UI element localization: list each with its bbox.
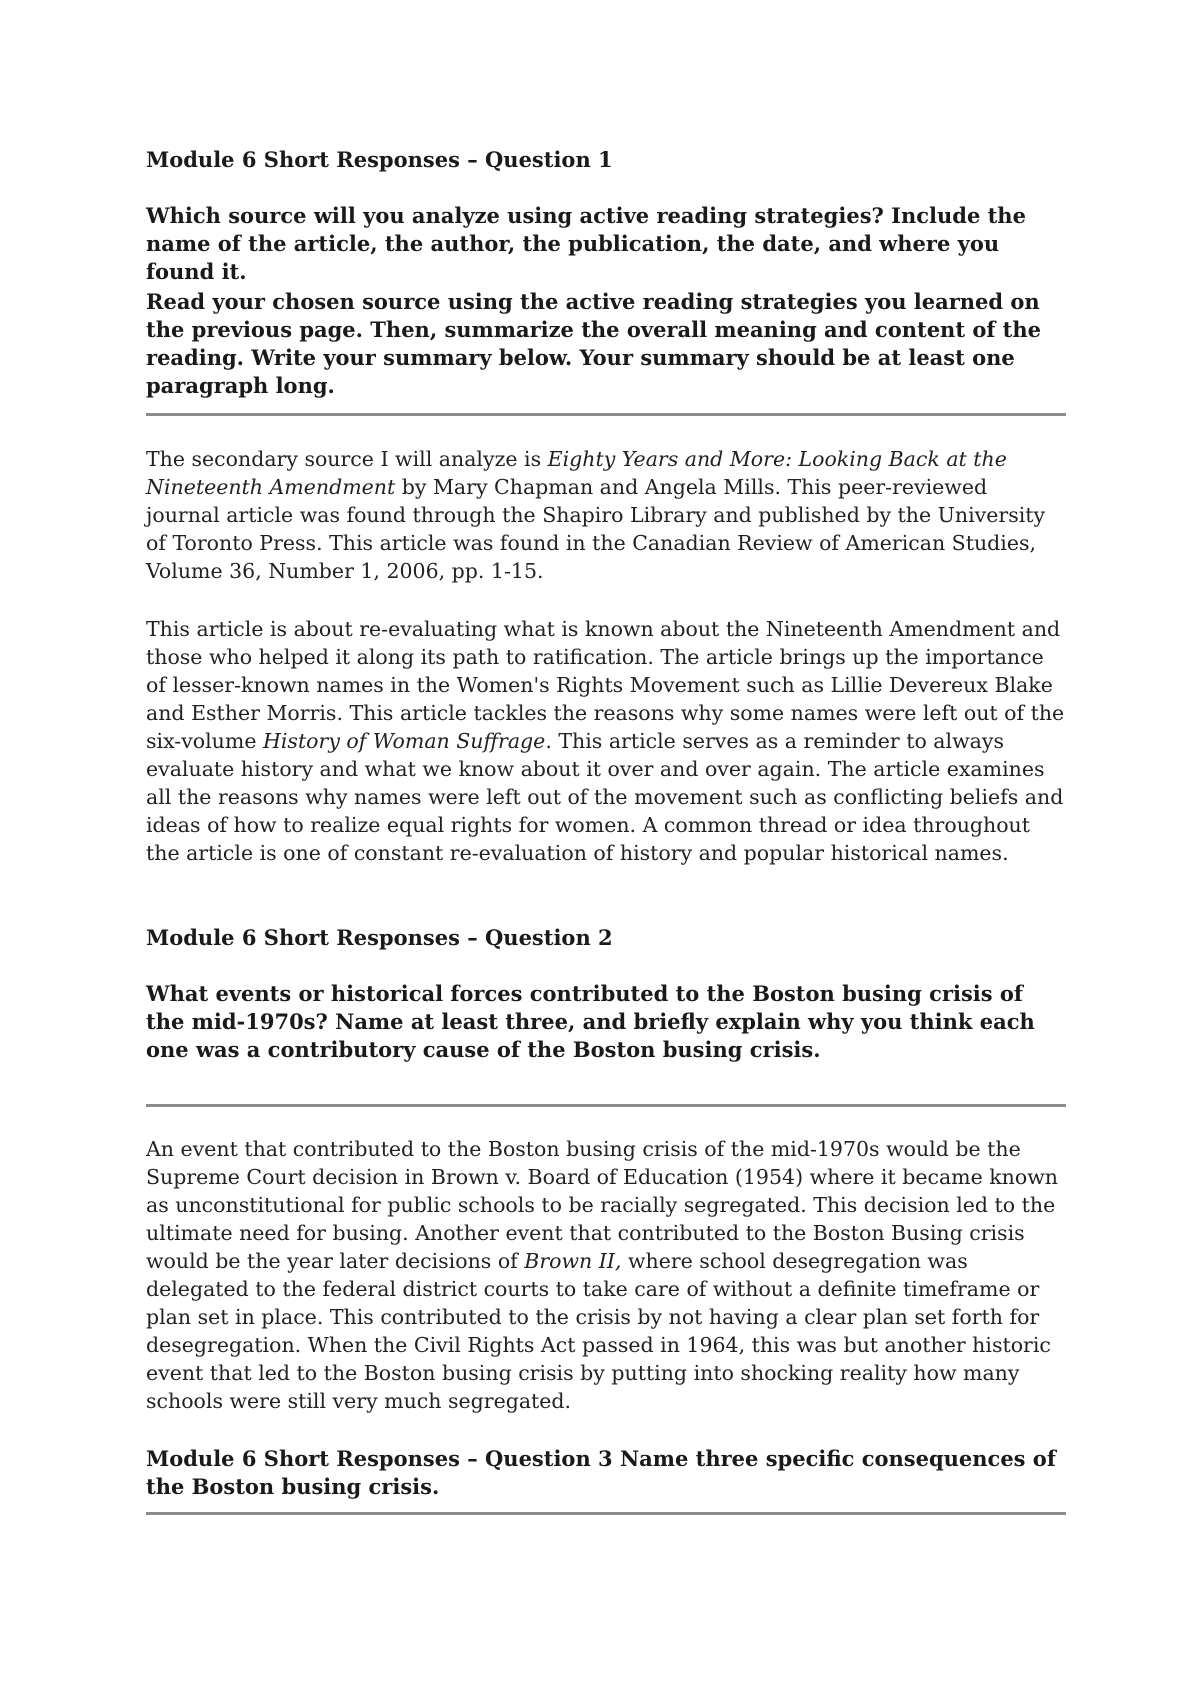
q1-heading: Module 6 Short Responses – Question 1 [146,147,613,172]
q1-book-title: History of Woman Suffrage [262,729,546,753]
q2-heading: Module 6 Short Responses – Question 2 [146,925,613,950]
q1-answer-summary-text-b: . This article serves as a reminder to always evaluate history and what we know about it over and over again. The article examines all the reasons why names were left out of the movement such as conflicting beliefs and ideas of how to realize equal rights for women. A common thread or idea throughout the article is one of constant re-evaluation of history and popular historical names. [146,729,1064,865]
q3-heading: Module 6 Short Responses – Question 3 Name three specific consequences of the Boston busing crisis. [146,1446,1056,1499]
q2-answer-text-a: An event that contributed to the Boston busing crisis of the mid-1970s would be the Supreme Court decision in Brown v. Board of Education (1954) where it became known as unconstitutional for public schools to be racially segregated. This decision led to the ultimate need for busing. Another event that contributed to the Boston Busing crisis would be the year later decisions of [146,1137,1058,1273]
q1-answer-summary-text-a: This article is about re-evaluating what is known about the Nineteenth Amendment and those who helped it along its path to ratification. The article brings up the importance of lesser-known names in the Women's Rights Movement such as Lillie Devereux Blake and Esther Morris. This article tackles the reasons why some names were left out of the six-volume [146,617,1065,753]
q2-answer-text-b: where school desegregation was delegated to the federal district courts to take care of without a definite timeframe or plan set in place. This contributed to the crisis by not having a clear plan set forth for desegregation. When the Civil Rights Act passed in 1964, this was but another historic event that led to the Boston busing crisis by putting into shocking reality how many schools were still very much segregated. [146,1249,1051,1413]
q2-prompt: What events or historical forces contributed to the Boston busing crisis of the mid-1970s? Name at least three, and briefly explain why you think each one was a contributory cause of the Boston busing crisis. [146,981,1035,1062]
q1-answer-summary [146,615,1066,867]
q1-article-title: Eighty Years and More: Looking Back at the Nineteenth Amendment [146,447,1007,499]
q1-answer-source-text-a: The secondary source I will analyze is [146,447,548,471]
answer-divider [146,1104,1066,1107]
answer-divider [146,1512,1066,1515]
answer-divider [146,413,1066,416]
q1-answer-source [146,445,1066,585]
q2-answer [146,1135,1066,1415]
q1-prompt-summary: Read your chosen source using the active reading strategies you learned on the previous page. Then, summarize the overall meaning and content of the reading. Write your summary below. Your summary should be at least one paragraph long. [146,289,1042,398]
q1-prompt-source: Which source will you analyze using active reading strategies? Include the name of the article, the author, the publication, the date, and where you found it. [146,203,1026,284]
q1-answer-source-text-b: by Mary Chapman and Angela Mills. This peer-reviewed journal article was found through the Shapiro Library and published by the University of Toronto Press. This article was found in the Canadian Review of American Studies, Volume 36, Number 1, 2006, pp. 1-15. [146,475,1046,583]
q2-case-title: Brown II, [524,1249,622,1273]
